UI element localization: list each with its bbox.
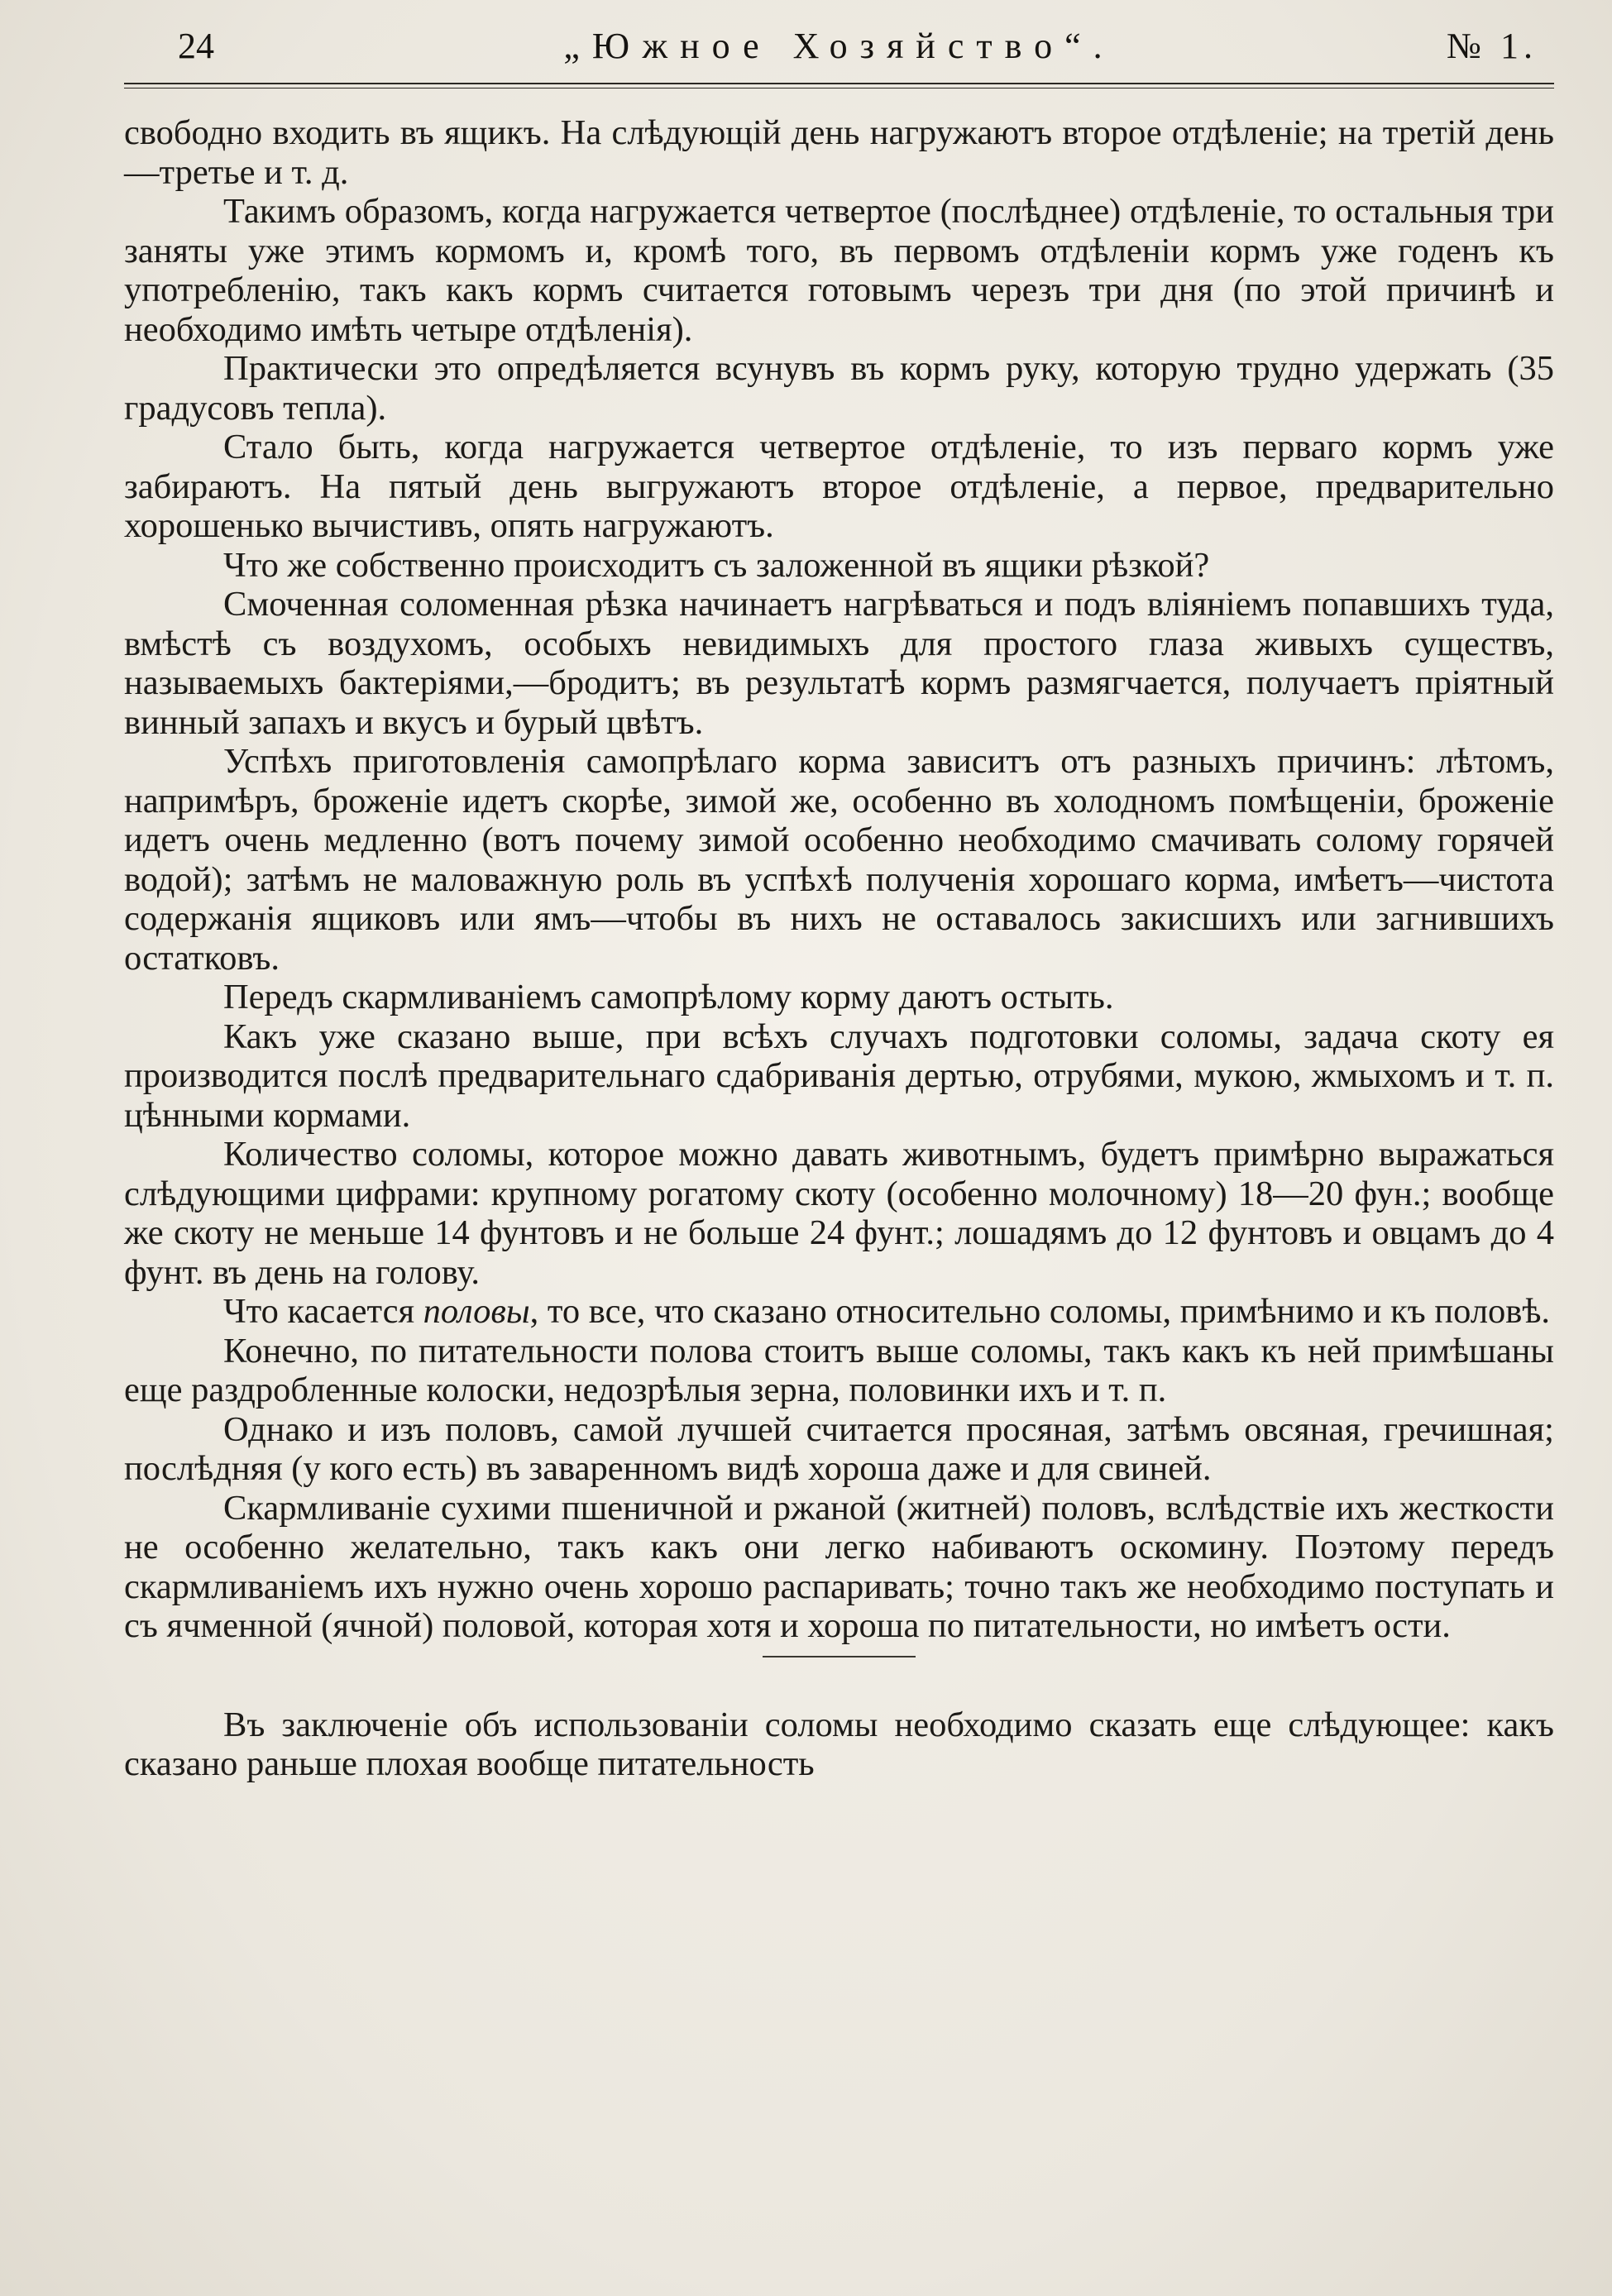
paragraph: Конечно, по питательности полова стоитъ выше соломы, такъ какъ къ ней примѣшаны еще раздробленные колоски, недозрѣлыя зерна, половинки ихъ и т. п. — [124, 1331, 1554, 1409]
paragraph: Что же собственно происходитъ съ заложенной въ ящики рѣзкой? — [223, 545, 1210, 585]
header-rule — [124, 83, 1554, 84]
paragraph: Успѣхъ приготовленія самопрѣлаго корма зависитъ отъ разныхъ причинъ: лѣтомъ, напримѣръ, броженіе идетъ скорѣе, зимой же, особенно въ холодномъ помѣщеніи, броженіе идетъ очень медленно (вотъ почему зимой особенно необходимо смачивать солому горячей водой); затѣмъ не маловажную роль въ успѣхѣ полученія хорошаго корма, имѣетъ—чистота содержанія ящиковъ или ямъ—чтобы въ нихъ не оставалось закисшихъ или загнившихъ остатковъ. — [124, 742, 1554, 978]
paragraph: Такимъ образомъ, когда нагружается четвертое (послѣднее) отдѣленіе, то остальныя три заняты уже этимъ кормомъ и, кромѣ того, въ первомъ отдѣленіи кормъ уже годенъ къ употребленію, такъ какъ кормъ считается готовымъ черезъ три дня (по этой причинѣ и необходимо имѣть четыре отдѣленія). — [124, 192, 1554, 349]
page-number: 24 — [178, 26, 214, 66]
paragraph: Стало быть, когда нагружается четвертое отдѣленіе, то изъ перваго кормъ уже забираютъ. На пятый день выгружаютъ второе отдѣленіе, а первое, предварительно хорошенько вычистивъ, опять нагружаютъ. — [124, 428, 1554, 545]
paragraph: Смоченная соломенная рѣзка начинаетъ нагрѣваться и подъ вліяніемъ попавшихъ туда, вмѣстѣ съ воздухомъ, особыхъ невидимыхъ для простого глаза живыхъ существъ, называемыхъ бактеріями,—бродитъ; въ результатѣ кормъ размягчается, получаетъ пріятный винный запахъ и вкусъ и бурый цвѣтъ. — [124, 585, 1554, 742]
paragraph: Практически это опредѣляется всунувъ въ кормъ руку, которую трудно удержать (35 градусовъ тепла). — [124, 349, 1554, 428]
closing-paragraph: Въ заключеніе объ использованіи соломы необходимо сказать еще слѣдующее: какъ сказано раньше плохая вообще питательность — [124, 1705, 1554, 1783]
paragraph: Однако и изъ половъ, самой лучшей считается просяная, затѣмъ овсяная, гречишная; послѣдняя (у кого есть) въ заваренномъ видѣ хороша даже и для свиней. — [124, 1409, 1554, 1488]
issue-number: № 1. — [1447, 26, 1538, 66]
running-head — [124, 18, 1554, 74]
paragraph-polova — [124, 1292, 1554, 1332]
paragraph-text: Что касается — [223, 1292, 423, 1331]
paragraph: Скармливаніе сухими пшеничной и ржаной (житней) половъ, вслѣдствіе ихъ жесткости не особенно желательно, такъ какъ они легко набиваютъ оскомину. Поэтому передъ скармливаніемъ ихъ нужно очень хорошо распаривать; точно такъ же необходимо поступать и съ ячменной (ячной) половой, которая хотя и хороша по питательности, но имѣетъ ости. — [124, 1488, 1554, 1645]
paragraph: Какъ уже сказано выше, при всѣхъ случахъ подготовки соломы, задача скоту ея производится послѣ предварительнаго сдабриванія дертью, отрубями, мукою, жмыхомъ и т. п. цѣнными кормами. — [124, 1016, 1554, 1135]
paragraph: Передъ скармливаніемъ самопрѣлому корму даютъ остыть. — [223, 978, 1114, 1016]
paragraph-continuation: свободно входить въ ящикъ. На слѣдующій день нагружаютъ второе отдѣленіе; на третій день—третье и т. д. — [124, 113, 1554, 192]
paragraph: Количество соломы, которое можно давать животнымъ, будетъ примѣрно выражаться слѣдующими цифрами: крупному рогатому скоту (особенно молочному) 18—20 фун.; вообще же скоту не меньше 14 фунтовъ и не больше 24 фунт.; лошадямъ до 12 фунтовъ и овцамъ до 4 фунт. въ день на голову. — [124, 1135, 1554, 1292]
section-divider — [763, 1656, 916, 1657]
emphasized-term: половы — [423, 1292, 530, 1331]
paragraph-text: , то все, что сказано относительно соломы, примѣнимо и къ половѣ. — [529, 1292, 1551, 1331]
journal-title: „Южное Хозяйство“. — [563, 26, 1115, 66]
article-body — [124, 113, 1554, 1784]
